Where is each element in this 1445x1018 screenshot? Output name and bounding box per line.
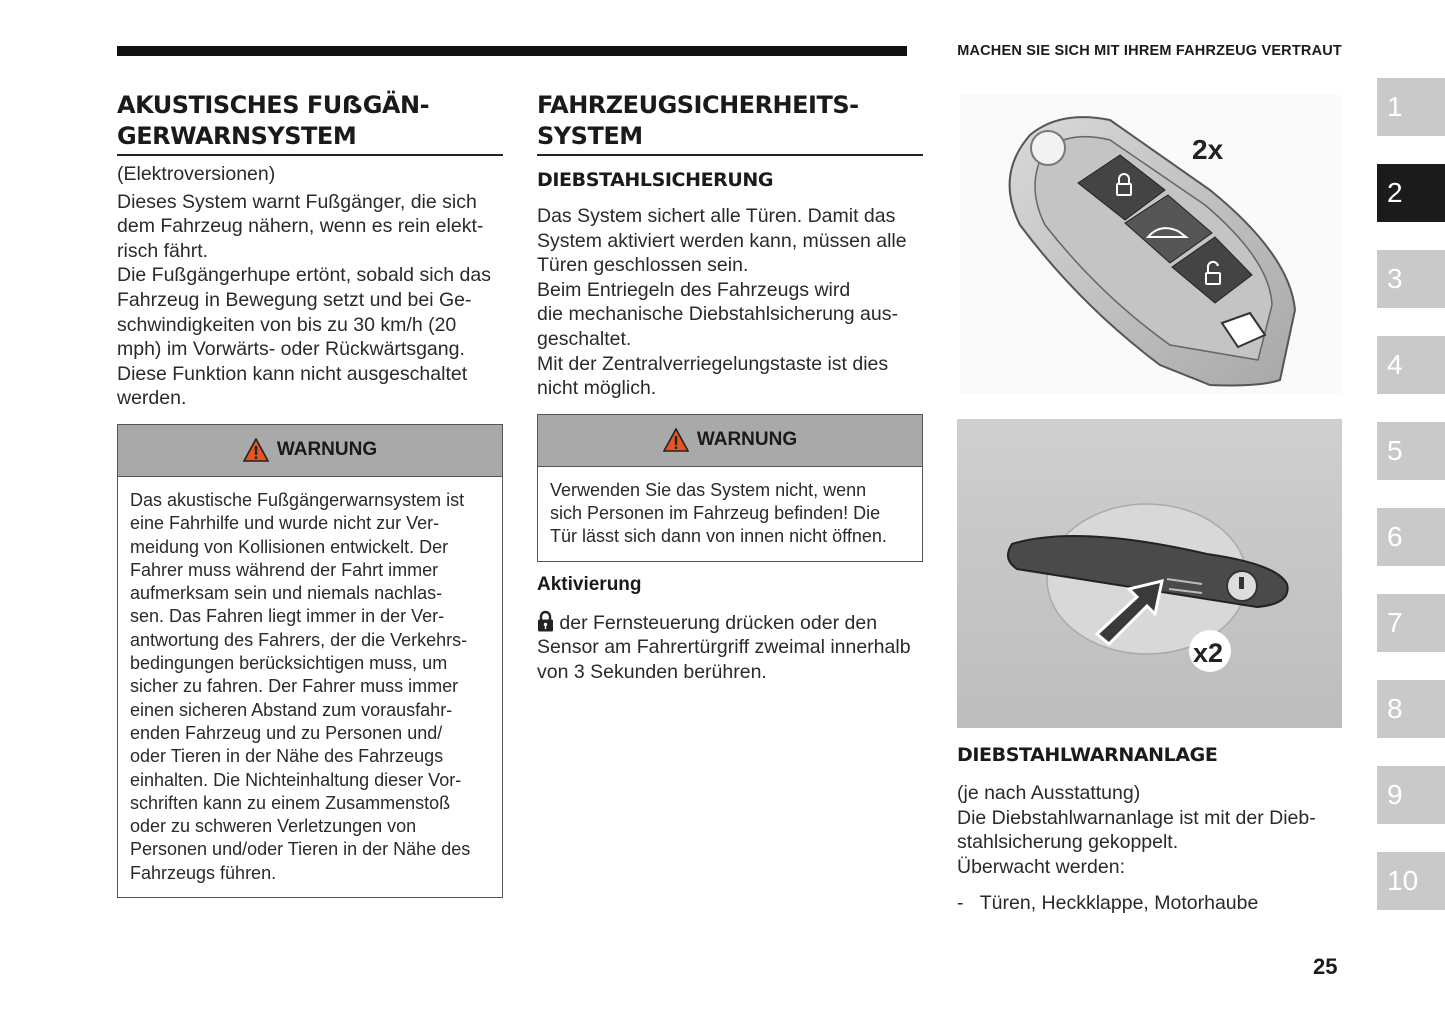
remote-key-icon xyxy=(960,95,1342,395)
chapter-tab-2[interactable]: 2 xyxy=(1377,164,1445,222)
alarm-body: (je nach Ausstattung) Die Diebstahlwarnanlage ist mit der Dieb- stahlsicherung gekoppelt. Überwacht werden: xyxy=(957,782,1316,878)
section-title-security: FAHRZEUGSICHERHEITS- SYSTEM xyxy=(537,90,923,156)
chapter-tab-6[interactable]: 6 xyxy=(1377,508,1445,566)
list-item: - Türen, Heckklappe, Motorhaube xyxy=(957,892,1259,915)
chapter-tab-10[interactable]: 10 xyxy=(1377,852,1445,910)
security-body: Das System sichert alle Türen. Damit das System aktiviert werden kann, müssen alle Türen geschlossen sein. Beim Entriegeln des Fahrzeugs wird die mechanische Diebstahlsicherung aus- geschaltet. Mit der Zentralverriegelungstaste ist dies nicht möglich. xyxy=(537,205,907,400)
chapter-tab-9[interactable]: 9 xyxy=(1377,766,1445,824)
warning-text: Verwenden Sie das System nicht, wenn sich Personen im Fahrzeug befinden! Die Tür lässt sich dann von innen nicht öffnen. xyxy=(550,479,887,547)
chapter-tab-5[interactable]: 5 xyxy=(1377,422,1445,480)
column-security-system xyxy=(537,90,923,684)
fig1-label: 2x xyxy=(1192,134,1224,165)
chapter-tab-7[interactable]: 7 xyxy=(1377,594,1445,652)
warning-header xyxy=(538,415,922,467)
header-rule xyxy=(117,46,907,56)
column-alarm xyxy=(957,744,1343,916)
fig2-label: x2 xyxy=(1193,638,1224,668)
chapter-tab-1[interactable]: 1 xyxy=(1377,78,1445,136)
page-number: 25 xyxy=(1313,954,1338,979)
chapter-tab-3[interactable]: 3 xyxy=(1377,250,1445,308)
warning-label: WARNUNG xyxy=(276,439,378,461)
activation-heading: Aktivierung xyxy=(537,573,642,595)
warning-header xyxy=(118,425,502,477)
warning-box-security xyxy=(537,414,923,562)
lock-icon xyxy=(537,610,554,632)
warning-box-pedestrian xyxy=(117,424,503,898)
remote-key-illustration xyxy=(960,95,1342,395)
section-title-pedestrian: AKUSTISCHES FUẞGÄN- GERWARNSYSTEM xyxy=(117,90,503,156)
chapter-tab-8[interactable]: 8 xyxy=(1377,680,1445,738)
warning-text: Das akustische Fußgängerwarnsystem ist eine Fahrhilfe und wurde nicht zur Ver- meidung von Kollisionen entwickelt. Der Fahrer muss während der Fahrt immer aufmerksam sein und niemals nachlas- sen. Das Fahren liegt immer in der Ver- antwortung des Fahrers, der die Verkehrs- bedingungen berücksichtigen muss, um sicher zu fahren. Der Fahrer muss immer einen sicheren Abstand zum vorausfahr- enden Fahrzeug und zu Personen und/ oder Tieren in der Nähe des Fahrzeugs einhalten. Die Nichteinhaltung dieser Vor- schriften kann zu einem Zusammenstoß oder zu schweren Verletzungen von Personen und/oder Tieren in der Nähe des Fahrzeugs führen. xyxy=(130,489,471,883)
activation-body: der Fernsteuerung drücken oder den Sensor am Fahrertürgriff zweimal innerhalb von 3 Sekunden berühren. xyxy=(537,611,911,683)
warning-label: WARNUNG xyxy=(696,429,798,451)
subheading-alarm: DIEBSTAHLWARNANLAGE xyxy=(957,744,1218,766)
warning-triangle-icon xyxy=(243,438,269,462)
subheading-theft-protection: DIEBSTAHLSICHERUNG xyxy=(537,169,774,191)
running-head: MACHEN SIE SICH MIT IHREM FAHRZEUG VERTRAUT xyxy=(957,43,1342,59)
door-handle-icon xyxy=(957,419,1342,728)
warning-triangle-icon xyxy=(663,428,689,452)
chapter-tab-4[interactable]: 4 xyxy=(1377,336,1445,394)
pedestrian-body: (Elektroversionen) Dieses System warnt Fußgänger, die sich dem Fahrzeug nähern, wenn es rein elekt- risch fährt. Die Fußgängerhupe ertönt, sobald sich das Fahrzeug in Bewegung setzt und bei Ge- schwindigkeiten von bis zu 30 km/h (20 mph) im Vorwärts- oder Rückwärtsgang. Diese Funktion kann nicht ausgeschaltet werden. xyxy=(117,163,491,410)
column-pedestrian-warning xyxy=(117,90,503,898)
door-handle-illustration xyxy=(957,419,1342,728)
